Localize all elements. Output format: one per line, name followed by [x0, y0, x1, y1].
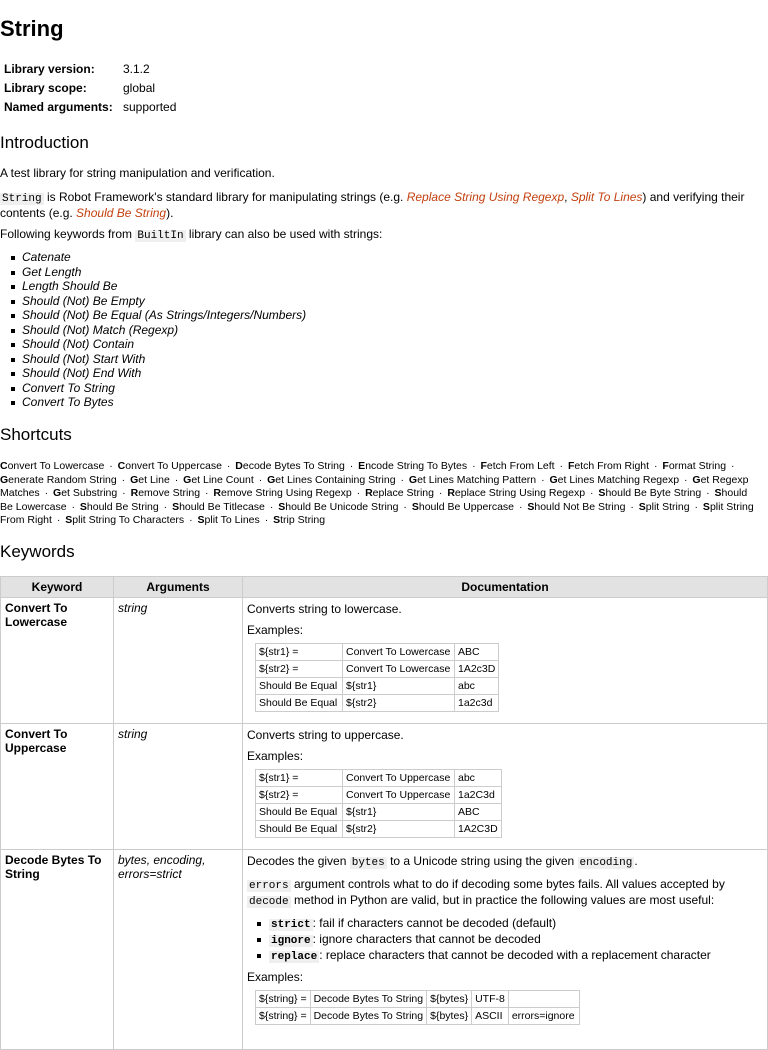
list-item: [247, 916, 763, 932]
keywords-heading: Keywords: [0, 542, 75, 561]
table-cell: 1a2C3d: [455, 787, 502, 804]
text: ) and verifying their contents (e.g.: [0, 190, 745, 220]
shortcut-link[interactable]: Split String From Right: [0, 500, 754, 527]
separator: ·: [121, 473, 126, 486]
table-cell: ${str1}: [343, 678, 455, 695]
doc-text: Examples:: [247, 623, 304, 637]
text: : fail if characters cannot be decoded (default): [312, 916, 557, 930]
shortcut-link[interactable]: Should Be Uppercase: [411, 500, 515, 513]
separator: ·: [706, 487, 710, 500]
table-row: [256, 787, 502, 804]
examples-table: [255, 643, 499, 712]
separator: ·: [44, 487, 49, 500]
keyword-arguments: string: [114, 598, 243, 724]
table-cell: ${str1}: [343, 804, 455, 821]
shortcut-link[interactable]: Should Be Titlecase: [172, 500, 265, 513]
intro-paragraph-2: [0, 190, 760, 220]
text: ).: [166, 206, 174, 220]
separator: ·: [204, 487, 209, 500]
code-option: ignore: [271, 935, 311, 947]
separator: ·: [683, 473, 688, 486]
introduction-heading: Introduction: [0, 133, 89, 152]
column-header-arguments: Arguments: [114, 577, 243, 598]
examples-table: [255, 769, 502, 838]
shortcut-link[interactable]: Split String To Characters: [65, 514, 185, 527]
table-cell: Convert To Lowercase: [343, 644, 455, 661]
link-should-be-string[interactable]: Should Be String: [76, 206, 167, 220]
builtin-keyword-list: [0, 250, 306, 410]
link-replace-string-using-regexp[interactable]: Replace String Using Regexp: [406, 190, 565, 204]
code-encoding: encoding: [579, 857, 633, 869]
table-cell: abc: [455, 678, 499, 695]
shortcut-link[interactable]: Get Line: [130, 473, 170, 486]
text: : replace characters that cannot be decoded with a replacement character: [319, 948, 711, 962]
table-cell: UTF-8: [472, 991, 509, 1008]
column-header-documentation: Documentation: [243, 577, 768, 598]
separator: ·: [472, 460, 476, 472]
table-cell: Should Be Equal: [256, 821, 343, 838]
table-row: [256, 804, 502, 821]
link-split-to-lines[interactable]: Split To Lines: [570, 190, 643, 204]
text: to a Unicode string using the given: [386, 854, 578, 868]
shortcut-link[interactable]: Get Lines Containing String: [267, 473, 396, 486]
code-option: strict: [271, 919, 311, 931]
list-item: Convert To Bytes: [0, 395, 306, 410]
shortcut-link[interactable]: Get Lines Matching Pattern: [408, 473, 537, 486]
table-row: [256, 661, 499, 678]
table-cell: Should Be Equal: [256, 695, 343, 712]
separator: ·: [630, 500, 634, 513]
text: argument controls what to do if decoding some bytes fails. All values accepted by: [290, 877, 725, 891]
shortcut-link[interactable]: Get Line Count: [183, 473, 254, 486]
separator: ·: [438, 487, 443, 500]
keyword-documentation: [243, 850, 768, 1050]
keyword-documentation: [243, 598, 768, 724]
meta-key: Library version:: [4, 62, 95, 76]
table-cell: ${str2} =: [256, 661, 343, 678]
separator: ·: [258, 473, 263, 486]
code-string: String: [2, 193, 42, 205]
code-bytes: bytes: [351, 857, 385, 869]
keyword-arguments: bytes, encoding, errors=strict: [114, 850, 243, 1050]
code-decode: decode: [249, 896, 289, 908]
shortcuts-heading: Shortcuts: [0, 425, 72, 444]
keyword-arguments: string: [114, 724, 243, 850]
intro-paragraph-3: [0, 227, 760, 243]
separator: ·: [56, 514, 61, 527]
text: ,: [564, 190, 571, 204]
table-row: [256, 1008, 580, 1025]
code-builtin: BuiltIn: [137, 230, 184, 242]
shortcut-link[interactable]: Split String: [638, 500, 690, 513]
table-row: [256, 770, 502, 787]
table-row: [1, 850, 768, 1050]
keywords-table: [0, 576, 768, 1050]
keyword-name[interactable]: Decode Bytes To String: [1, 850, 114, 1050]
table-cell: errors=ignore: [508, 1008, 579, 1025]
shortcut-link[interactable]: Split To Lines: [197, 514, 260, 527]
table-cell: ${string} =: [256, 991, 311, 1008]
text: Decodes the given: [247, 854, 350, 868]
table-cell: ${str2} =: [256, 787, 343, 804]
argument: encoding: [153, 853, 203, 867]
shortcut-link[interactable]: Should Be Lowercase: [0, 487, 748, 513]
shortcut-link[interactable]: Remove String: [130, 487, 201, 500]
table-cell: ABC: [455, 804, 502, 821]
table-cell: Convert To Lowercase: [343, 661, 455, 678]
separator: ·: [122, 487, 126, 500]
shortcut-link[interactable]: Convert To Lowercase: [0, 460, 105, 472]
text: Following keywords from: [0, 227, 136, 241]
separator: ·: [226, 460, 231, 472]
table-cell: 1A2C3D: [455, 821, 502, 838]
meta-value: supported: [123, 100, 177, 114]
separator: ·: [189, 514, 193, 527]
text: is Robot Framework's standard library for manipulating strings (e.g.: [43, 190, 407, 204]
table-cell: Decode Bytes To String: [310, 991, 427, 1008]
shortcut-link[interactable]: Convert To Uppercase: [117, 460, 222, 472]
list-item: Catenate: [0, 250, 306, 265]
table-cell: Should Be Equal: [256, 678, 343, 695]
doc-text: Converts string to uppercase.: [247, 728, 404, 742]
text: method in Python are valid, but in practice the following values are most useful:: [290, 893, 715, 907]
page-title: String: [0, 16, 64, 41]
shortcut-link[interactable]: Replace String Using Regexp: [447, 487, 586, 500]
separator: ·: [654, 460, 658, 472]
table-cell: ${bytes}: [427, 1008, 472, 1025]
list-item: Length Should Be: [0, 279, 306, 294]
separator: ·: [403, 500, 407, 513]
table-cell: ${str2}: [343, 695, 455, 712]
keyword-documentation: [243, 724, 768, 850]
table-cell: [508, 991, 579, 1008]
separator: ·: [730, 460, 735, 472]
separator: ·: [518, 500, 523, 513]
table-cell: ${string} =: [256, 1008, 311, 1025]
list-item: [247, 948, 763, 964]
doc-text: [247, 877, 763, 909]
list-item: Should (Not) End With: [0, 366, 306, 381]
shortcut-link[interactable]: Decode Bytes To String: [235, 460, 345, 472]
table-cell: ABC: [455, 644, 499, 661]
table-cell: ${bytes}: [427, 991, 472, 1008]
table-cell: abc: [455, 770, 502, 787]
table-cell: Convert To Uppercase: [343, 770, 455, 787]
list-item: [247, 932, 763, 948]
argument: errors=strict: [118, 867, 182, 881]
separator: ·: [349, 460, 354, 472]
list-item: Should (Not) Match (Regexp): [0, 323, 306, 338]
errors-options-list: [247, 916, 763, 964]
separator: ·: [163, 500, 168, 513]
table-cell: Should Be Equal: [256, 804, 343, 821]
separator: ·: [694, 500, 698, 513]
shortcut-link[interactable]: Should Be Byte String: [598, 487, 702, 500]
separator: ·: [400, 473, 404, 486]
list-item: Should (Not) Contain: [0, 337, 306, 352]
meta-value: 3.1.2: [123, 62, 150, 76]
separator: ·: [541, 473, 545, 486]
list-item: Should (Not) Start With: [0, 352, 306, 367]
table-row: [256, 644, 499, 661]
doc-text: [247, 854, 763, 870]
table-cell: 1A2c3D: [455, 661, 499, 678]
table-row: [1, 724, 768, 850]
shortcut-link[interactable]: Fetch From Left: [480, 460, 555, 472]
shortcut-link[interactable]: Encode String To Bytes: [358, 460, 468, 472]
shortcut-link[interactable]: Should Be String: [79, 500, 159, 513]
doc-text: Examples:: [247, 970, 304, 984]
shortcut-link[interactable]: Generate Random String: [0, 473, 117, 486]
meta-key: Named arguments:: [4, 100, 113, 114]
doc-text: Examples:: [247, 749, 304, 763]
table-cell: ${str2}: [343, 821, 455, 838]
keyword-name[interactable]: Convert To Lowercase: [1, 598, 114, 724]
code-errors: errors: [249, 880, 289, 892]
examples-table: [255, 990, 580, 1025]
table-cell: ${str1} =: [256, 644, 343, 661]
table-cell: ${str1} =: [256, 770, 343, 787]
shortcut-link[interactable]: Get Lines Matching Regexp: [549, 473, 680, 486]
shortcut-link[interactable]: Should Be Unicode String: [278, 500, 399, 513]
text: : ignore characters that cannot be decoded: [312, 932, 541, 946]
intro-paragraph-1: A test library for string manipulation and verification.: [0, 166, 275, 180]
table-row: [256, 991, 580, 1008]
table-row: [1, 598, 768, 724]
separator: ·: [269, 500, 274, 513]
separator: ·: [559, 460, 564, 472]
table-cell: Decode Bytes To String: [310, 1008, 427, 1025]
separator: ·: [356, 487, 361, 500]
meta-value: global: [123, 81, 156, 95]
table-cell: ASCII: [472, 1008, 509, 1025]
table-row: [256, 695, 499, 712]
list-item: Should (Not) Be Equal (As Strings/Integers/Numbers): [0, 308, 306, 323]
table-row: [256, 821, 502, 838]
doc-text: Converts string to lowercase.: [247, 602, 402, 616]
shortcut-link[interactable]: Remove String Using Regexp: [213, 487, 352, 500]
shortcut-link[interactable]: Strip String: [273, 514, 326, 527]
shortcut-link[interactable]: Fetch From Right: [567, 460, 650, 472]
keyword-name[interactable]: Convert To Uppercase: [1, 724, 114, 850]
shortcut-link[interactable]: Should Not Be String: [527, 500, 626, 513]
list-item: Get Length: [0, 265, 306, 280]
text: .: [634, 854, 638, 868]
text: library can also be used with strings:: [185, 227, 383, 241]
argument: bytes: [118, 853, 147, 867]
shortcut-link[interactable]: Format String: [662, 460, 727, 472]
library-meta: [4, 61, 176, 118]
list-item: Convert To String: [0, 381, 306, 396]
table-cell: Convert To Uppercase: [343, 787, 455, 804]
shortcut-link[interactable]: Get Regexp Matches: [0, 473, 749, 500]
separator: ·: [590, 487, 594, 500]
separator: ·: [109, 460, 113, 472]
column-header-keyword: Keyword: [1, 577, 114, 598]
shortcuts-list: [0, 460, 762, 528]
separator: ·: [71, 500, 75, 513]
meta-key: Library scope:: [4, 81, 87, 95]
table-cell: 1a2c3d: [455, 695, 499, 712]
table-header-row: [1, 577, 768, 598]
shortcut-link[interactable]: Get Substring: [53, 487, 118, 500]
shortcut-link[interactable]: Replace String: [365, 487, 434, 500]
separator: ·: [264, 514, 269, 527]
separator: ·: [174, 473, 179, 486]
table-row: [256, 678, 499, 695]
code-option: replace: [271, 951, 318, 963]
list-item: Should (Not) Be Empty: [0, 294, 306, 309]
